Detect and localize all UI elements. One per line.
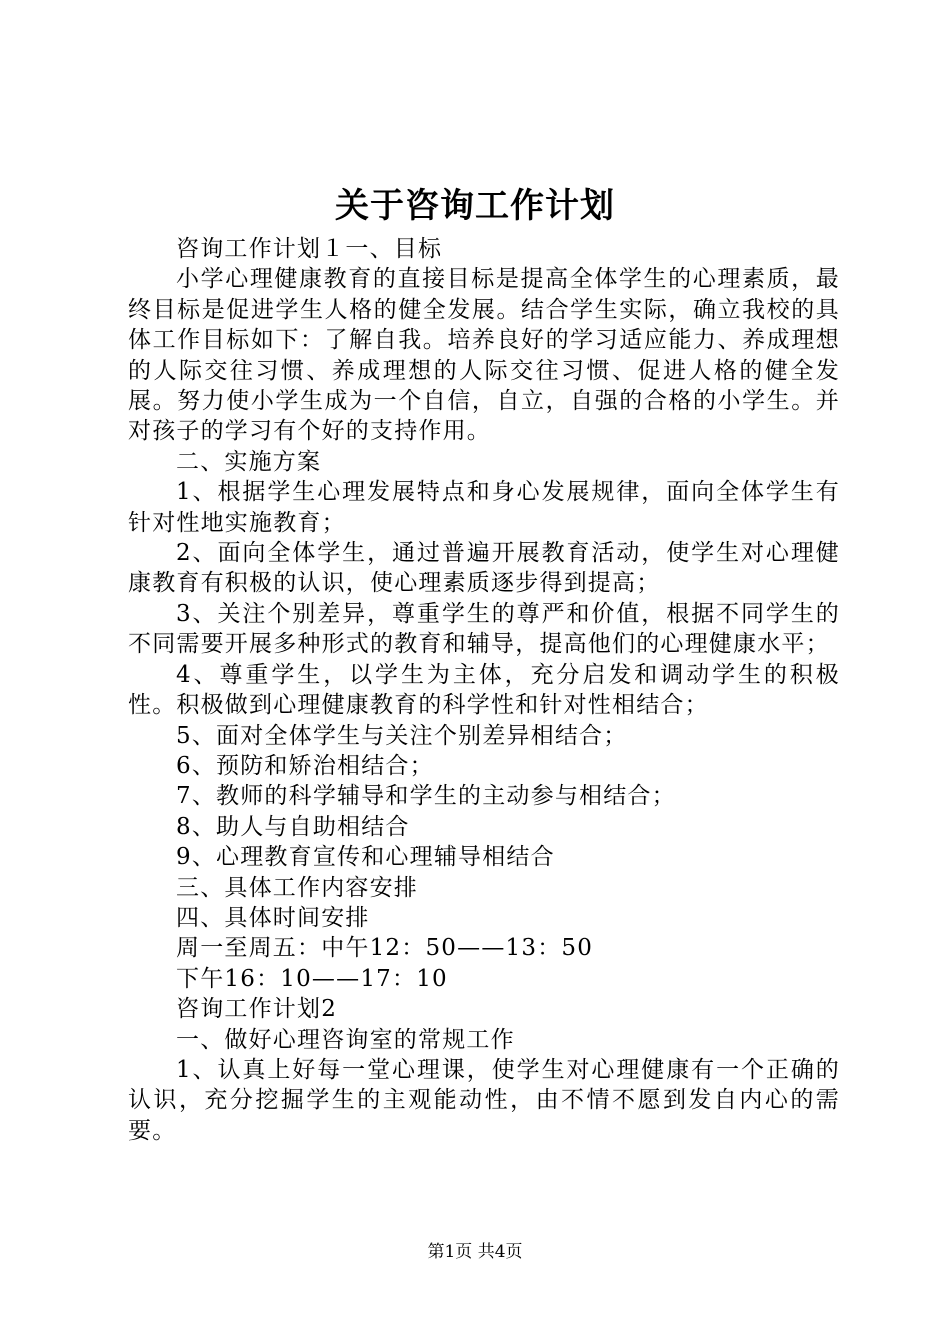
list-item: 9、心理教育宣传和心理辅导相结合	[176, 844, 555, 871]
list-item: 1、根据学生心理发展特点和身心发展规律，面向全体学生有针对性地实施教育；	[128, 479, 840, 536]
paragraph: 咨询工作计划１一、目标	[176, 236, 443, 262]
section-heading: 三、具体工作内容安排	[176, 874, 418, 901]
list-item: 2、面向全体学生，通过普遍开展教育活动，使学生对心理健康教育有积极的认识，使心理素质逐步得到提高；	[128, 540, 840, 597]
section-heading: 二、实施方案	[176, 448, 322, 475]
schedule-line: 周一至周五：中午12：50——13：50	[176, 935, 594, 962]
section-heading: 四、具体时间安排	[176, 904, 370, 931]
list-item: 8、助人与自助相结合	[176, 813, 410, 840]
document-body	[128, 234, 840, 1146]
list-item: 7、教师的科学辅导和学生的主动参与相结合；	[176, 783, 676, 810]
list-item: 4、尊重学生，以学生为主体，充分启发和调动学生的积极性。积极做到心理健康教育的科学性和针对性相结合；	[128, 661, 840, 719]
section-heading: 一、做好心理咨询室的常规工作	[176, 1026, 515, 1053]
page-number-footer: 第1页 共4页	[427, 1242, 523, 1262]
schedule-line: 下午16：10——17：10	[176, 965, 448, 992]
section-heading: 咨询工作计划2	[176, 996, 338, 1023]
document-title: 关于咨询工作计划	[335, 186, 615, 226]
list-item: 5、面对全体学生与关注个别差异相结合；	[176, 722, 628, 749]
list-item: 6、预防和矫治相结合；	[176, 752, 434, 779]
list-item: 3、关注个别差异，尊重学生的尊严和价值，根据不同学生的不同需要开展多种形式的教育和辅导，提高他们的心理健康水平；	[128, 600, 840, 658]
paragraph: 小学心理健康教育的直接目标是提高全体学生的心理素质，最终目标是促进学生人格的健全发展。结合学生实际，确立我校的具体工作目标如下：了解自我。培养良好的学习适应能力、养成理想的人际交往习惯、养成理想的人际交往习惯、促进人格的健全发展。努力使小学生成为一个自信，自立，自强的合格的小学生。并对孩子的学习有个好的支持作用。	[128, 266, 840, 445]
list-item: 1、认真上好每一堂心理课，使学生对心理健康有一个正确的认识，充分挖掘学生的主观能动性，由不情不愿到发自内心的需要。	[128, 1056, 840, 1144]
